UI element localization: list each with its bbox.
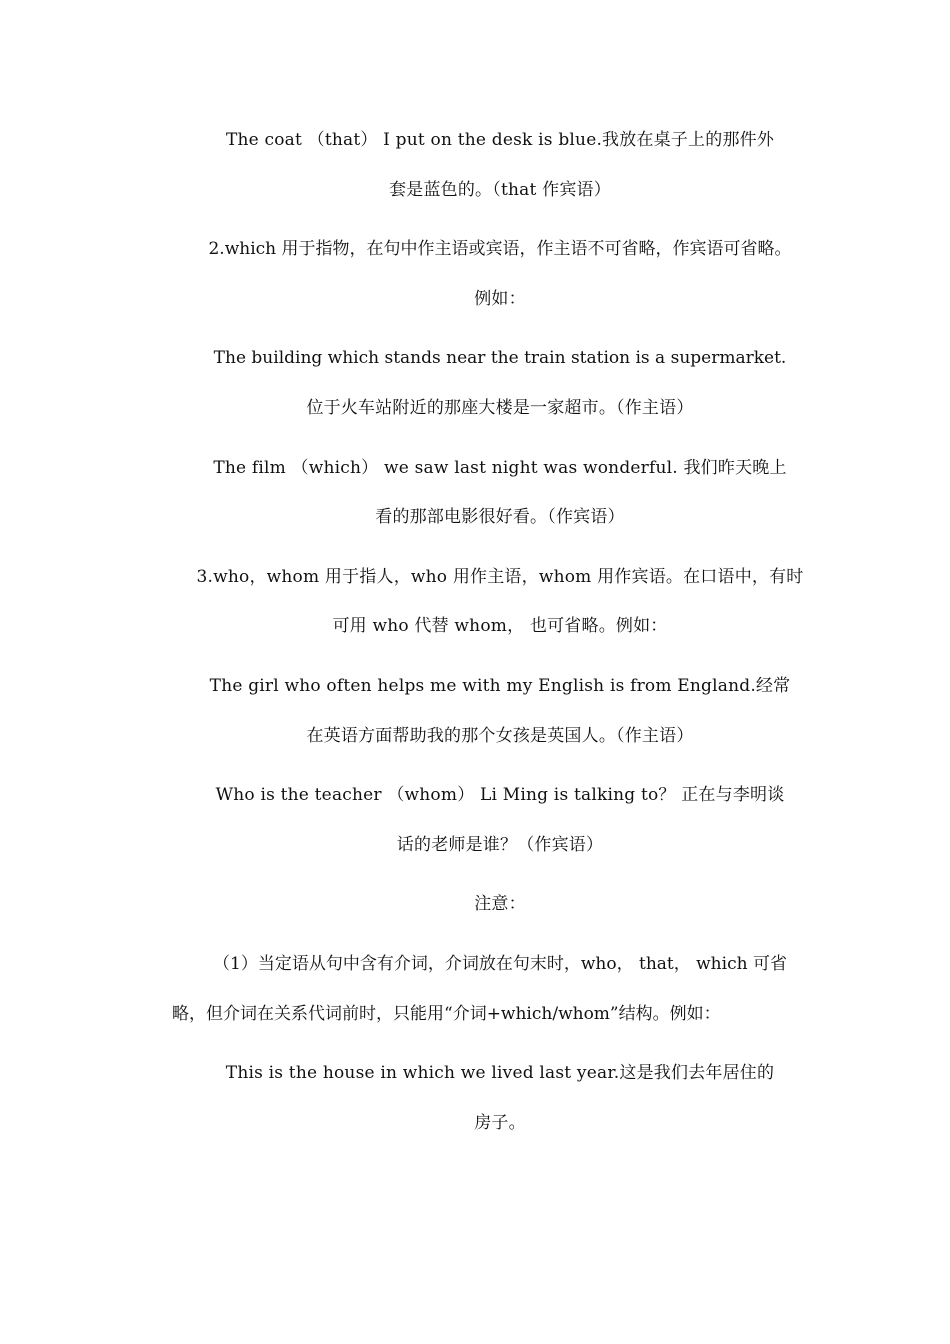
text-line: This is the house in which we lived last year.这是我们去年居住的 xyxy=(225,1063,775,1083)
text-line: 注意： xyxy=(474,894,526,914)
text-line: Who is the teacher （whom） Li Ming is talking to？ 正在与李明谈 xyxy=(215,785,785,805)
text-line: The film （which） we saw last night was wonderful. 我们昨天晚上 xyxy=(213,458,787,478)
text-line: 套是蓝色的。（that 作宾语） xyxy=(389,180,611,200)
text-line: 略，但介词在关系代词前时，只能用“介词+which/whom”结构。例如： xyxy=(172,1004,721,1024)
text-line: The building which stands near the train station is a supermarket. xyxy=(213,348,787,368)
text-line: 例如： xyxy=(474,289,526,309)
text-line: 在英语方面帮助我的那个女孩是英国人。（作主语） xyxy=(306,726,694,746)
text-line: The coat （that） I put on the desk is blue.我放在桌子上的那件外 xyxy=(225,130,775,150)
text-line: 3.who，whom 用于指人，who 用作主语，whom 用作宾语。在口语中，有时 xyxy=(196,567,804,587)
text-line: （1）当定语从句中含有介词，介词放在句末时，who， that， which 可省 xyxy=(213,954,787,974)
text-line: 位于火车站附近的那座大楼是一家超市。（作主语） xyxy=(306,398,694,418)
text-line: 2.which 用于指物，在句中作主语或宾语，作主语不可省略，作宾语可省略。 xyxy=(208,239,792,259)
text-line: 可用 who 代替 whom， 也可省略。例如： xyxy=(332,616,668,636)
text-line: The girl who often helps me with my English is from England.经常 xyxy=(209,676,791,696)
text-line: 话的老师是谁？（作宾语） xyxy=(396,835,604,855)
text-line: 房子。 xyxy=(474,1113,526,1133)
text-line: 看的那部电影很好看。（作宾语） xyxy=(375,507,625,527)
